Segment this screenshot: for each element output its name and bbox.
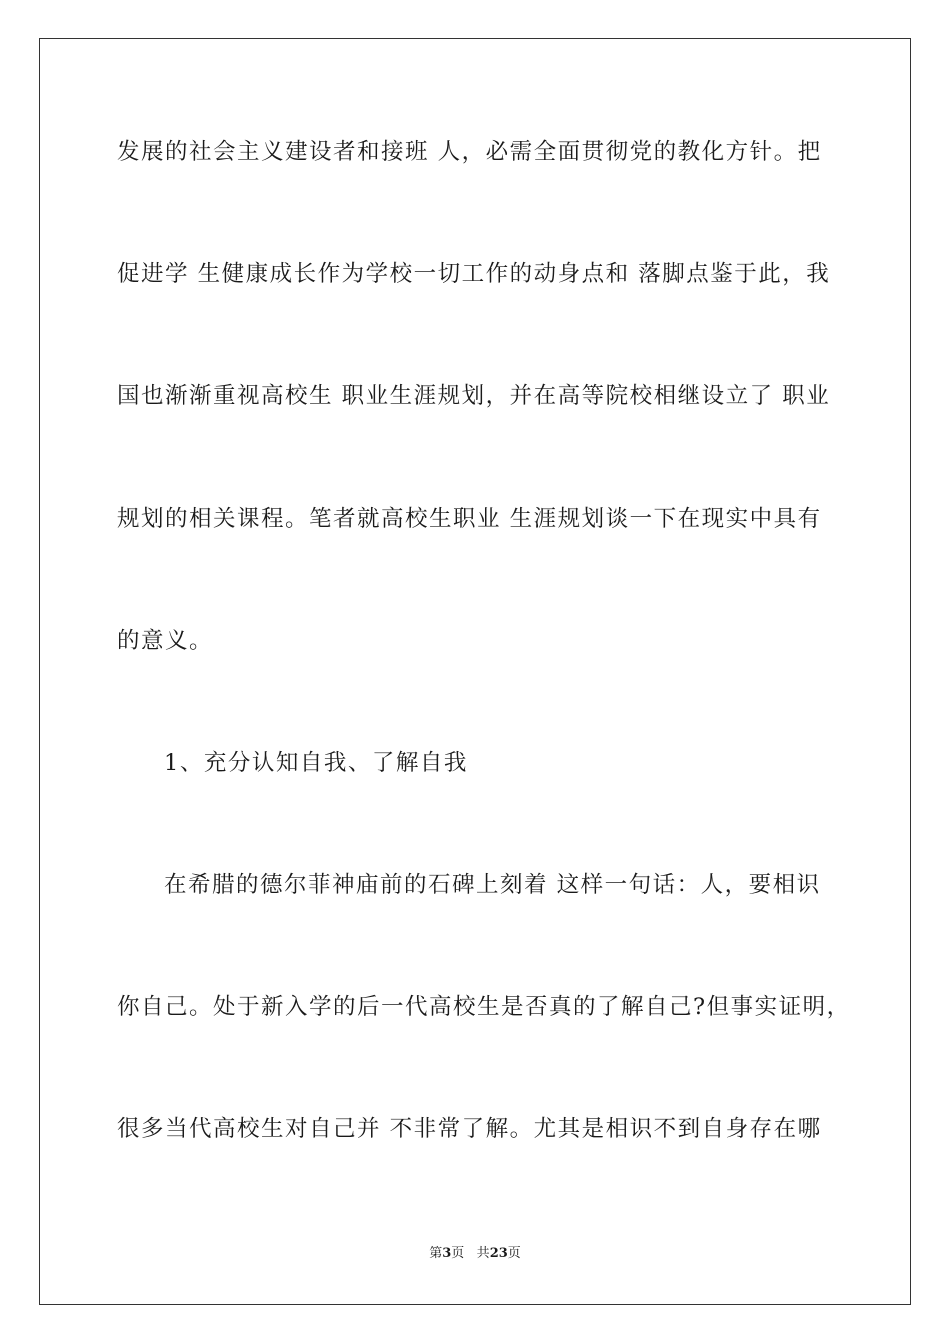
body-text-line-1: 发展的社会主义建设者和接班 人，必需全面贯彻党的教化方针。把 xyxy=(117,139,822,165)
body-text-line-7: 你自己。处于新入学的后一代高校生是否真的了解自己?但事实证明， xyxy=(117,994,851,1020)
section-heading: 1、充分认知自我、了解自我 xyxy=(164,750,468,776)
total-prefix: 共 xyxy=(476,1246,490,1261)
body-text-line-4: 规划的相关课程。笔者就高校生职业 生涯规划谈一下在现实中具有 xyxy=(117,506,822,532)
body-text-line-3: 国也渐渐重视高校生 职业生涯规划，并在高等院校相继设立了 职业 xyxy=(117,383,831,409)
page-footer xyxy=(0,1246,950,1262)
page-suffix: 页 xyxy=(451,1246,465,1261)
body-text-line-5: 的意义。 xyxy=(117,628,214,654)
total-pages: 23 xyxy=(489,1246,508,1261)
page-prefix: 第 xyxy=(429,1246,443,1261)
body-text-line-6: 在希腊的德尔菲神庙前的石碑上刻着 这样一句话：人，要相识 xyxy=(164,872,821,898)
body-text-line-2: 促进学 生健康成长作为学校一切工作的动身点和 落脚点鉴于此，我 xyxy=(117,261,831,287)
page-number: 3 xyxy=(442,1246,452,1261)
body-text-line-8: 很多当代高校生对自己并 不非常了解。尤其是相识不到自身存在哪 xyxy=(117,1116,822,1142)
total-suffix: 页 xyxy=(507,1246,521,1261)
